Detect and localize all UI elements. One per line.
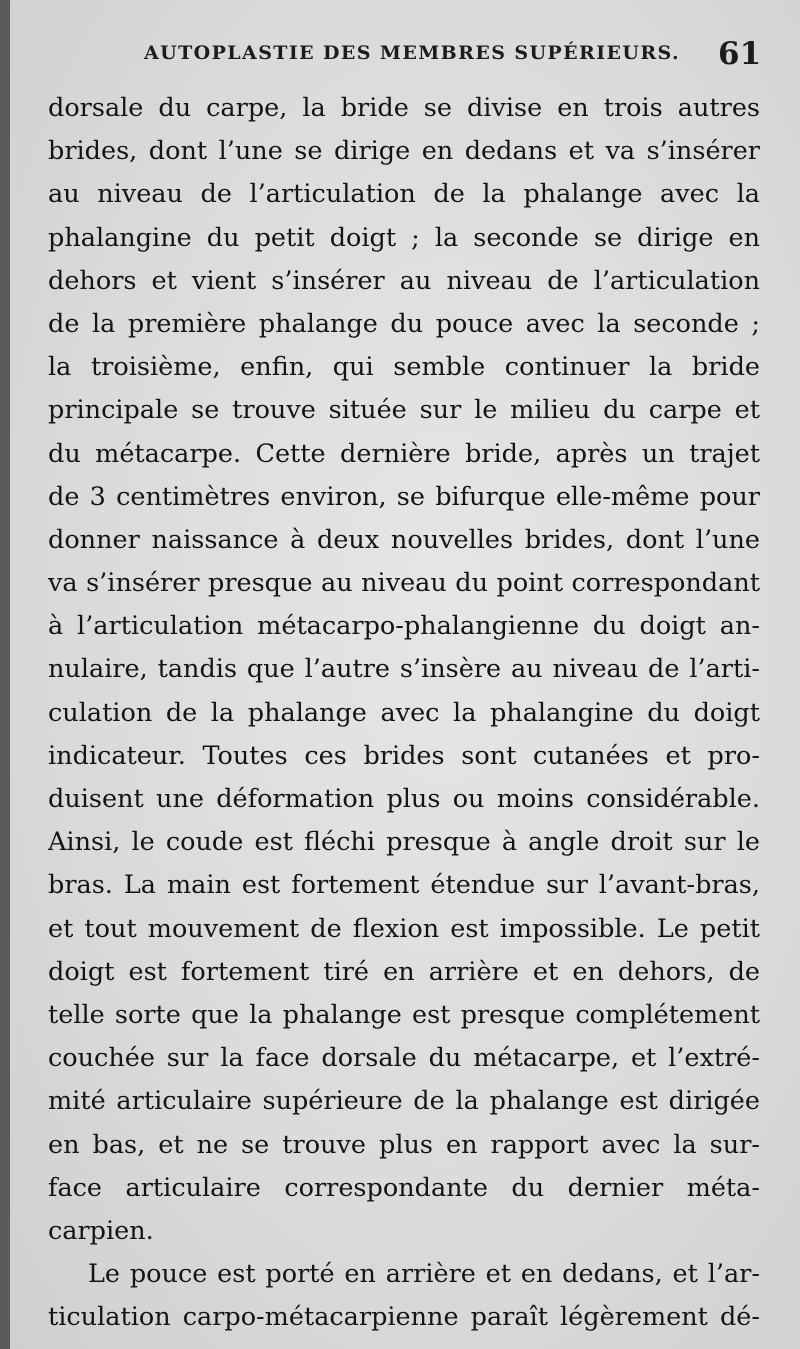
text-line: ticulation carpo-métacarpienne paraît légèrement dé- [48,1302,760,1333]
text-line: dehors et vient s’insérer au niveau de l’articulation [48,265,760,296]
page-header [10,36,800,76]
text-line: telle sorte que la phalange est presque complétement [48,999,760,1030]
text-line: carpien. [48,1215,154,1246]
text-line: en bas, et ne se trouve plus en rapport avec la sur- [48,1129,760,1160]
text-line: dorsale du carpe, la bride se divise en trois autres [48,93,760,123]
text-line: principale se trouve située sur le milieu du carpe et [48,395,760,426]
text-line: nulaire, tandis que l’autre s’insère au niveau de l’arti- [48,654,760,685]
page-number: 61 [718,36,762,72]
text-line: duisent une déformation plus ou moins considérable. [48,784,760,814]
text-line: culation de la phalange avec la phalangine du doigt [48,697,760,728]
body-text [48,87,760,1339]
text-line: Le pouce est porté en arrière et en dedans, et l’ar- [88,1259,760,1290]
book-page [10,0,800,1349]
text-line: couchée sur la face dorsale du métacarpe, et l’extré- [48,1043,760,1074]
text-line: indicateur. Toutes ces brides sont cutanées et pro- [48,740,760,771]
text-line: bras. La main est fortement étendue sur l’avant-bras, [48,870,760,901]
running-head: AUTOPLASTIE DES MEMBRES SUPÉRIEURS. [144,42,680,64]
text-line: face articulaire correspondante du dernier méta- [48,1172,760,1203]
text-line: mité articulaire supérieure de la phalange est dirigée [48,1086,760,1117]
text-line: Ainsi, le coude est fléchi presque à angle droit sur le [48,827,760,858]
text-line: au niveau de l’articulation de la phalange avec la [48,179,760,210]
text-line: va s’insérer presque au niveau du point correspondant [48,568,760,599]
text-line: donner naissance à deux nouvelles brides, dont l’une [48,524,760,555]
text-line: phalangine du petit doigt ; la seconde se dirige en [48,222,760,253]
text-line: et tout mouvement de flexion est impossible. Le petit [48,913,760,944]
text-line: du métacarpe. Cette dernière bride, après un trajet [48,438,760,469]
text-line: la troisième, enfin, qui semble continuer la bride [48,352,760,383]
text-line: doigt est fortement tiré en arrière et en dehors, de [48,956,760,987]
text-line: de la première phalange du pouce avec la seconde ; [48,308,760,339]
text-line: à l’articulation métacarpo-phalangienne du doigt an- [48,611,760,642]
text-line: brides, dont l’une se dirige en dedans et va s’insérer [48,136,760,167]
text-line: de 3 centimètres environ, se bifurque elle-même pour [48,481,760,512]
